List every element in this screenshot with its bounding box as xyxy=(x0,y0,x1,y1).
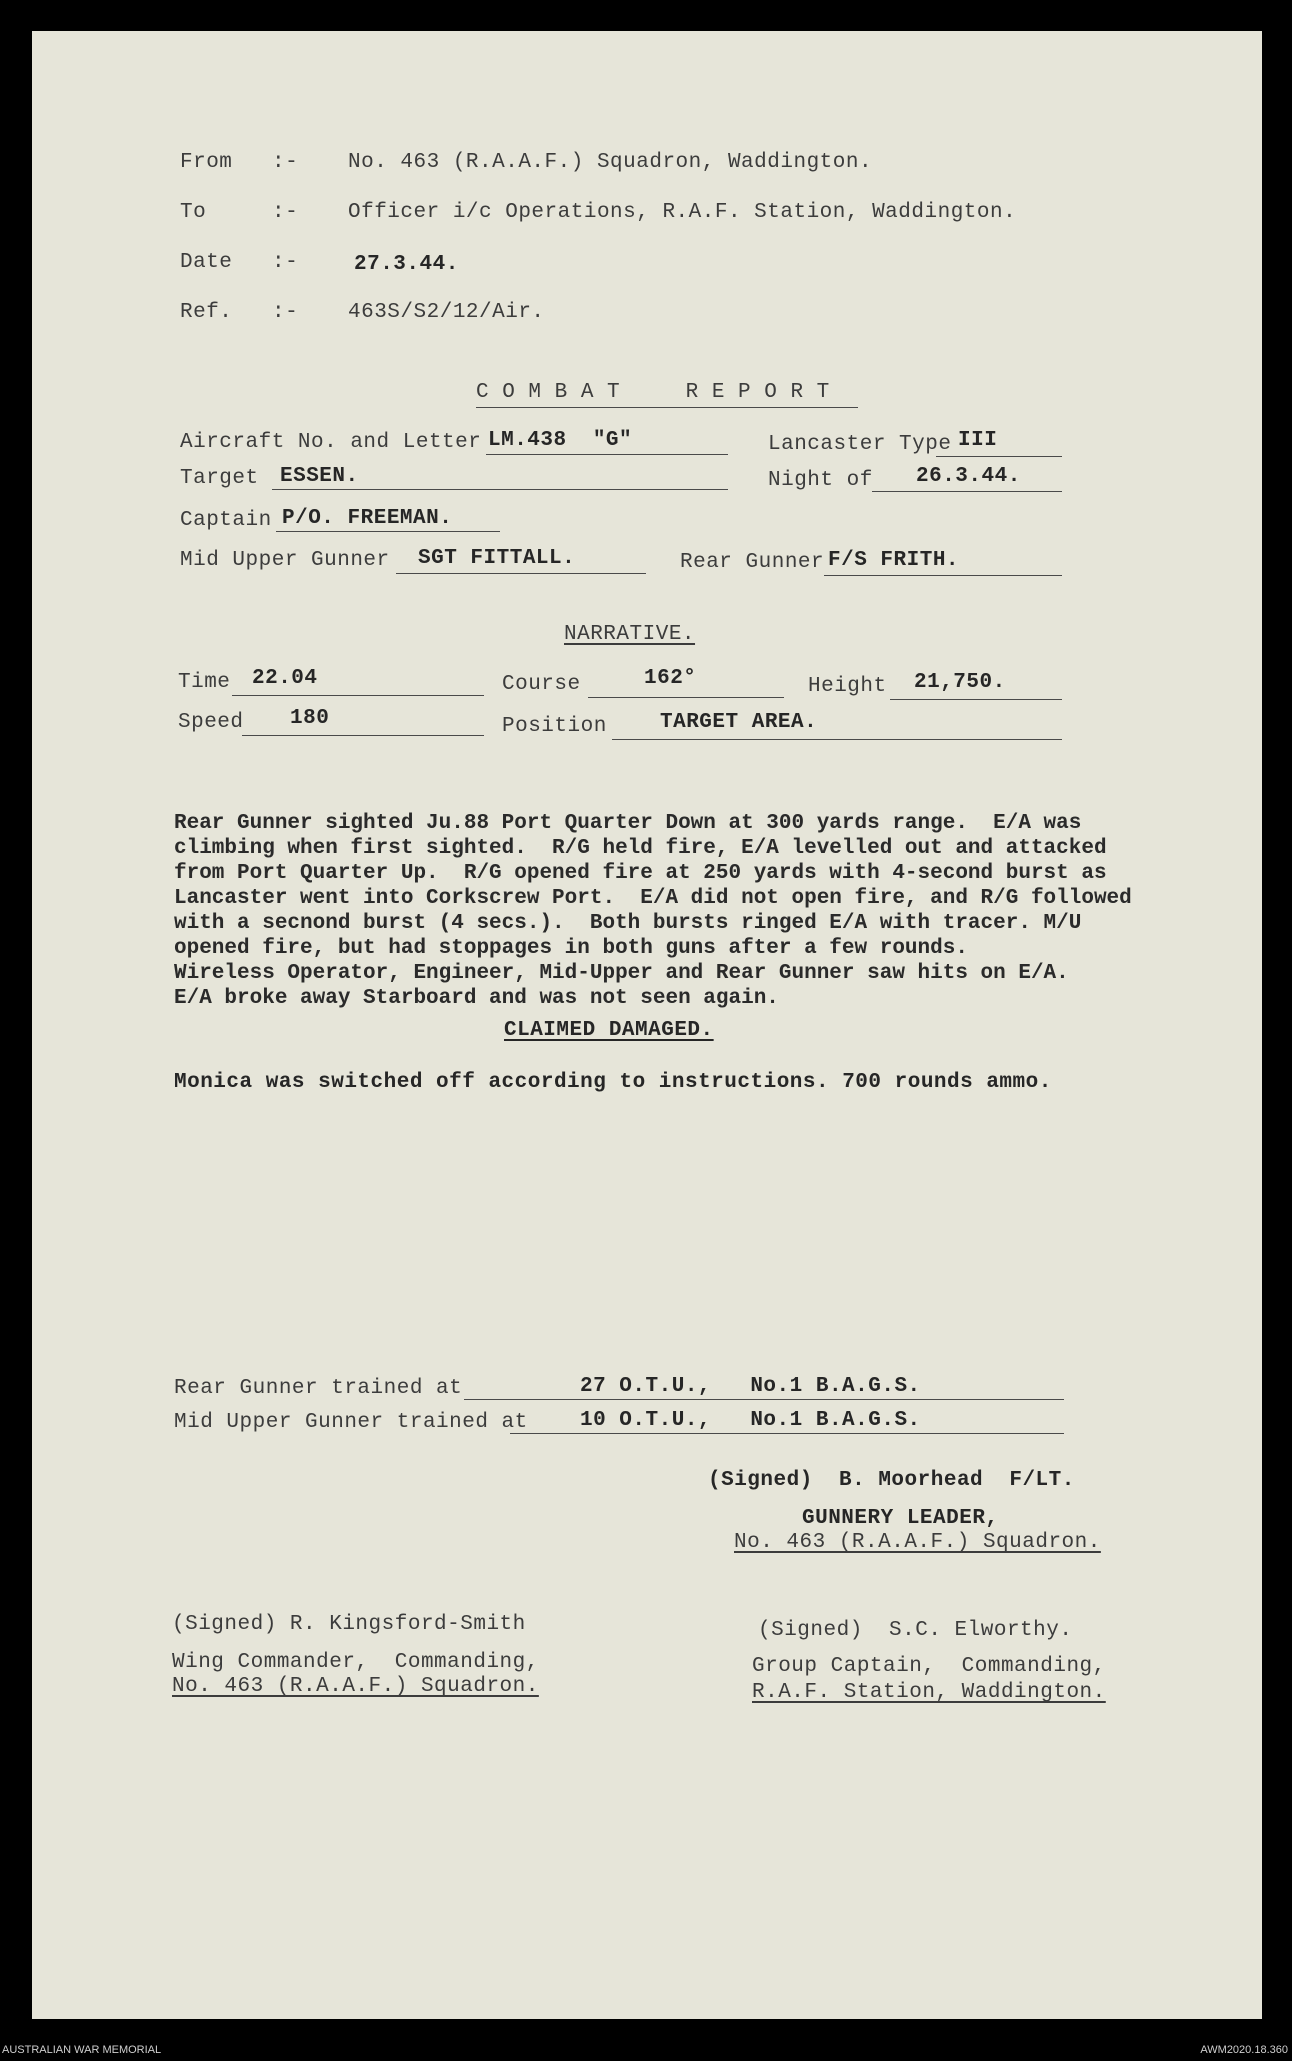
gunnery-signed: (Signed) B. Moorhead F/LT. xyxy=(708,1469,1075,1492)
target-value: ESSEN. xyxy=(280,465,359,488)
from-separator: :- xyxy=(272,151,299,174)
date-value: 27.3.44. xyxy=(354,253,459,276)
position-line xyxy=(612,739,1062,740)
night-value: 26.3.44. xyxy=(916,465,1021,488)
monica-text: Monica was switched off according to instructions. 700 rounds ammo. xyxy=(174,1071,1052,1094)
course-line xyxy=(588,697,784,698)
rear-gunner-label: Rear Gunner xyxy=(680,551,825,574)
speed-line xyxy=(242,735,484,736)
group-signed: (Signed) S.C. Elworthy. xyxy=(758,1619,1073,1642)
rear-trained-label: Rear Gunner trained at xyxy=(174,1377,463,1400)
aircraft-value: LM.438 "G" xyxy=(488,429,633,452)
ref-value: 463S/S2/12/Air. xyxy=(348,301,545,324)
rear-trained-value: 27 O.T.U., No.1 B.A.G.S. xyxy=(580,1375,921,1398)
height-label: Height xyxy=(808,675,887,698)
footer-archive-id: AWM2020.18.360 xyxy=(1200,2044,1288,2056)
night-label: Night of xyxy=(768,469,873,492)
claimed-heading: CLAIMED DAMAGED. xyxy=(504,1019,714,1042)
target-line xyxy=(272,489,728,490)
time-line xyxy=(232,695,484,696)
position-label: Position xyxy=(502,715,607,738)
time-value: 22.04 xyxy=(252,667,318,690)
group-unit: R.A.F. Station, Waddington. xyxy=(752,1681,1106,1704)
speed-label: Speed xyxy=(178,711,244,734)
gunnery-unit: No. 463 (R.A.A.F.) Squadron. xyxy=(734,1531,1101,1554)
mid-trained-value: 10 O.T.U., No.1 B.A.G.S. xyxy=(580,1409,921,1432)
mid-trained-line xyxy=(510,1433,1064,1434)
rear-trained-line xyxy=(464,1399,1064,1400)
footer-archive-name: AUSTRALIAN WAR MEMORIAL xyxy=(2,2044,162,2056)
to-value: Officer i/c Operations, R.A.F. Station, Waddington. xyxy=(348,201,1017,224)
wing-title: Wing Commander, Commanding, xyxy=(172,1651,539,1674)
speed-value: 180 xyxy=(290,707,330,730)
captain-line xyxy=(276,531,500,532)
date-separator: :- xyxy=(272,251,299,274)
height-line xyxy=(890,699,1062,700)
height-value: 21,750. xyxy=(914,671,1006,694)
report-title: C O M B A T R E P O R T xyxy=(476,381,830,404)
ref-separator: :- xyxy=(272,301,299,324)
aircraft-line xyxy=(486,454,728,455)
time-label: Time xyxy=(178,671,231,694)
captain-value: P/O. FREEMAN. xyxy=(282,507,453,530)
mid-upper-line xyxy=(396,573,646,574)
course-label: Course xyxy=(502,673,581,696)
date-label: Date xyxy=(180,251,233,274)
wing-signed: (Signed) R. Kingsford-Smith xyxy=(172,1613,526,1636)
to-separator: :- xyxy=(272,201,299,224)
narrative-heading: NARRATIVE. xyxy=(564,623,696,646)
type-line xyxy=(936,456,1062,457)
document-page xyxy=(32,31,1262,2019)
mid-trained-label: Mid Upper Gunner trained at xyxy=(174,1411,528,1434)
target-label: Target xyxy=(180,467,259,490)
rear-gunner-line xyxy=(824,575,1062,576)
from-value: No. 463 (R.A.A.F.) Squadron, Waddington. xyxy=(348,151,873,174)
narrative-paragraph: Rear Gunner sighted Ju.88 Port Quarter Down at 300 yards range. E/A was climbing when first sighted. R/G held fire, E/A levelled out and attacked from Port Quarter Up. R/G opened fire at 250 yards with 4-second burst as Lancaster went into Corkscrew Port. E/A did not open fire, and R/G followed with a secnond burst (4 secs.). Both bursts ringed E/A with tracer. M/U opened fire, but had stoppages in both guns after a few rounds. Wireless Operator, Engineer, Mid-Upper and Rear Gunner saw hits on E/A. E/A broke away Starboard and was not seen again. xyxy=(174,812,1132,1010)
gunnery-title: GUNNERY LEADER, xyxy=(802,1507,999,1530)
position-value: TARGET AREA. xyxy=(660,711,818,734)
wing-unit: No. 463 (R.A.A.F.) Squadron. xyxy=(172,1675,539,1698)
type-value: III xyxy=(958,429,998,452)
course-value: 162° xyxy=(644,667,697,690)
rear-gunner-value: F/S FRITH. xyxy=(828,549,960,572)
aircraft-label: Aircraft No. and Letter xyxy=(180,431,482,454)
from-label: From xyxy=(180,151,233,174)
captain-label: Captain xyxy=(180,509,272,532)
type-label: Lancaster Type xyxy=(768,433,952,456)
night-line xyxy=(872,491,1062,492)
mid-upper-label: Mid Upper Gunner xyxy=(180,549,390,572)
group-title: Group Captain, Commanding, xyxy=(752,1655,1106,1678)
mid-upper-value: SGT FITTALL. xyxy=(418,547,576,570)
title-underline xyxy=(476,407,858,408)
ref-label: Ref. xyxy=(180,301,233,324)
to-label: To xyxy=(180,201,207,224)
